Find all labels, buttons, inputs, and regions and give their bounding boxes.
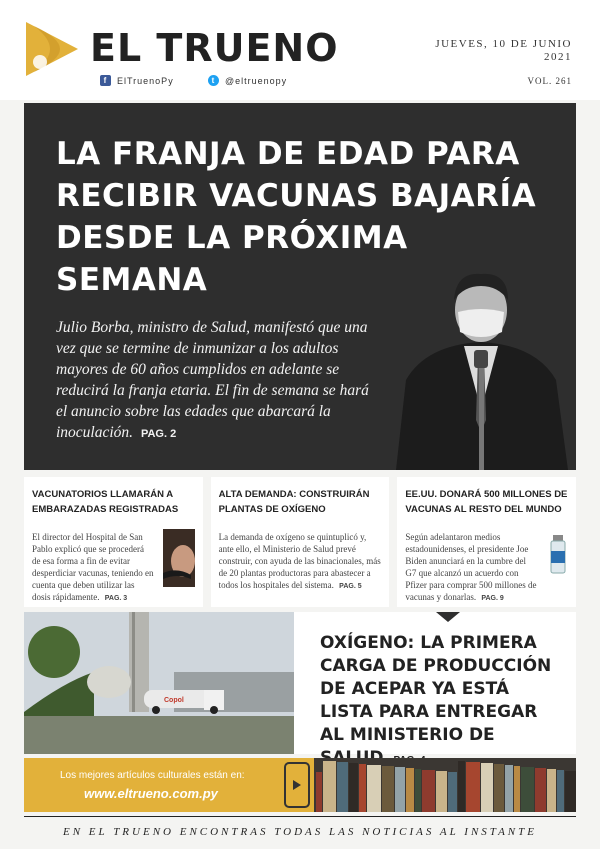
book-spine [367, 765, 381, 812]
issue-volume: VOL. 261 [527, 76, 572, 86]
story-body [219, 531, 382, 593]
story-card[interactable] [397, 477, 576, 607]
footer-tagline: EN EL TRUENO ENCONTRAS TODAS LAS NOTICIAS AL INSTANTE [63, 826, 537, 838]
book-spine [494, 764, 504, 812]
book-spine [323, 761, 336, 812]
book-spine [557, 770, 564, 812]
vaccine-vial-icon [546, 533, 570, 577]
story-body-text: Según adelantaron medios estadounidenses, el presidente Joe Biden anunciará en la cumbre del G7 que alcanzó un acuerdo con Pfizer para comprar 500 millones de vacunas y donarlas. [405, 532, 537, 602]
facebook-link[interactable] [100, 75, 174, 86]
footer-rule [24, 816, 576, 817]
book-spine [415, 769, 421, 812]
banner-text: Los mejores artículos culturales están en: [60, 770, 245, 781]
masthead [0, 0, 600, 100]
twitter-handle: @eltruenopy [225, 75, 288, 86]
story-card[interactable] [24, 477, 203, 607]
story-page-ref: PAG. 3 [104, 595, 128, 602]
promo-banner[interactable] [24, 758, 576, 812]
book-spine [547, 769, 556, 812]
book-spine [521, 767, 534, 812]
book-spine [466, 762, 480, 812]
truck-logo: Copol [164, 697, 184, 704]
feature-headline-text: OXÍGENO: LA PRIMERA CARGA DE PRODUCCIÓN DE ACEPAR YA ESTÁ LISTA PARA ENTREGAR AL MINISTERIO DE [320, 633, 552, 745]
book-spine [422, 770, 435, 812]
brand-name: EL TRUENO [90, 26, 339, 70]
feature-headline [320, 632, 560, 772]
bookshelf-image [314, 758, 576, 812]
feature-notch [436, 612, 460, 622]
book-spine [349, 763, 358, 812]
book-spine [514, 766, 520, 812]
story-body-text: La demanda de oxígeno se quintuplicó y, ante ello, el Ministerio de Salud prevé construir, con ayuda de las binacionales, más de 20 plantas productoras para abastecer a todos los hospitales del sistema. [218, 532, 381, 590]
hero-headline: LA FRANJA DE EDAD PARA RECIBIR VACUNAS BAJARÍA DESDE LA PRÓXIMA SEMANA [56, 136, 537, 298]
hero-story[interactable] [24, 103, 576, 470]
book-spine [448, 772, 457, 812]
twitter-icon: t [208, 75, 219, 86]
book-spine [565, 771, 576, 812]
story-page-ref: PAG. 5 [339, 583, 362, 590]
minister-photo [386, 250, 576, 470]
story-body-text: El director del Hospital de San Pablo explicó que se procederá de esa forma a fin de evitar desperdiciar vacunas, teniendo en cuenta que deben utilizar las dosis rápidamente. [32, 532, 154, 602]
book-spine [395, 767, 405, 812]
book-spine [535, 768, 546, 812]
hero-page-ref: PAG. 2 [140, 428, 177, 440]
story-card[interactable] [211, 477, 390, 607]
issue-date: JUEVES, 10 DE JUNIO 2021 [435, 38, 572, 63]
book-spine [481, 763, 493, 812]
oxygen-plant-photo [24, 612, 294, 754]
book-spine [436, 771, 447, 812]
book-spine [316, 772, 322, 812]
feature-story[interactable] [24, 612, 576, 754]
story-headline: ALTA DEMANDA: CONSTRUIRÁN PLANTAS DE OXÍGENO [218, 489, 370, 515]
facebook-handle: ElTruenoPy [117, 75, 174, 86]
story-headline: VACUNATORIOS LLAMARÁN A EMBARAZADAS REGISTRADAS [32, 489, 179, 515]
logo-icon [20, 18, 82, 80]
story-body [405, 531, 568, 605]
hero-lead-text: Julio Borba, ministro de Salud, manifestó que una vez que se termine de inmunizar a los adultos mayores de 60 años cumplidos en adelante se reducirá la franja etaria. El fin de semana se hará el anuncio sobre las edades que abarcará la inoculación. [56, 319, 369, 441]
book-spine [359, 764, 366, 812]
facebook-icon: f [100, 75, 111, 86]
book-spine [337, 762, 348, 812]
story-page-ref: PAG. 9 [481, 595, 504, 602]
story-headline: EE.UU. DONARÁ 500 MILLONES DE VACUNAS AL RESTO DEL MUNDO [405, 489, 568, 515]
book-spine [406, 768, 414, 812]
book-spine [382, 766, 394, 812]
banner-url[interactable]: www.eltrueno.com.py [84, 786, 218, 801]
book-spine [505, 765, 513, 812]
book-spine [458, 761, 465, 812]
secondary-stories [24, 477, 576, 607]
hero-lead [56, 317, 376, 445]
pregnant-woman-photo [163, 529, 195, 587]
twitter-link[interactable] [208, 75, 287, 86]
phone-icon [284, 762, 310, 808]
